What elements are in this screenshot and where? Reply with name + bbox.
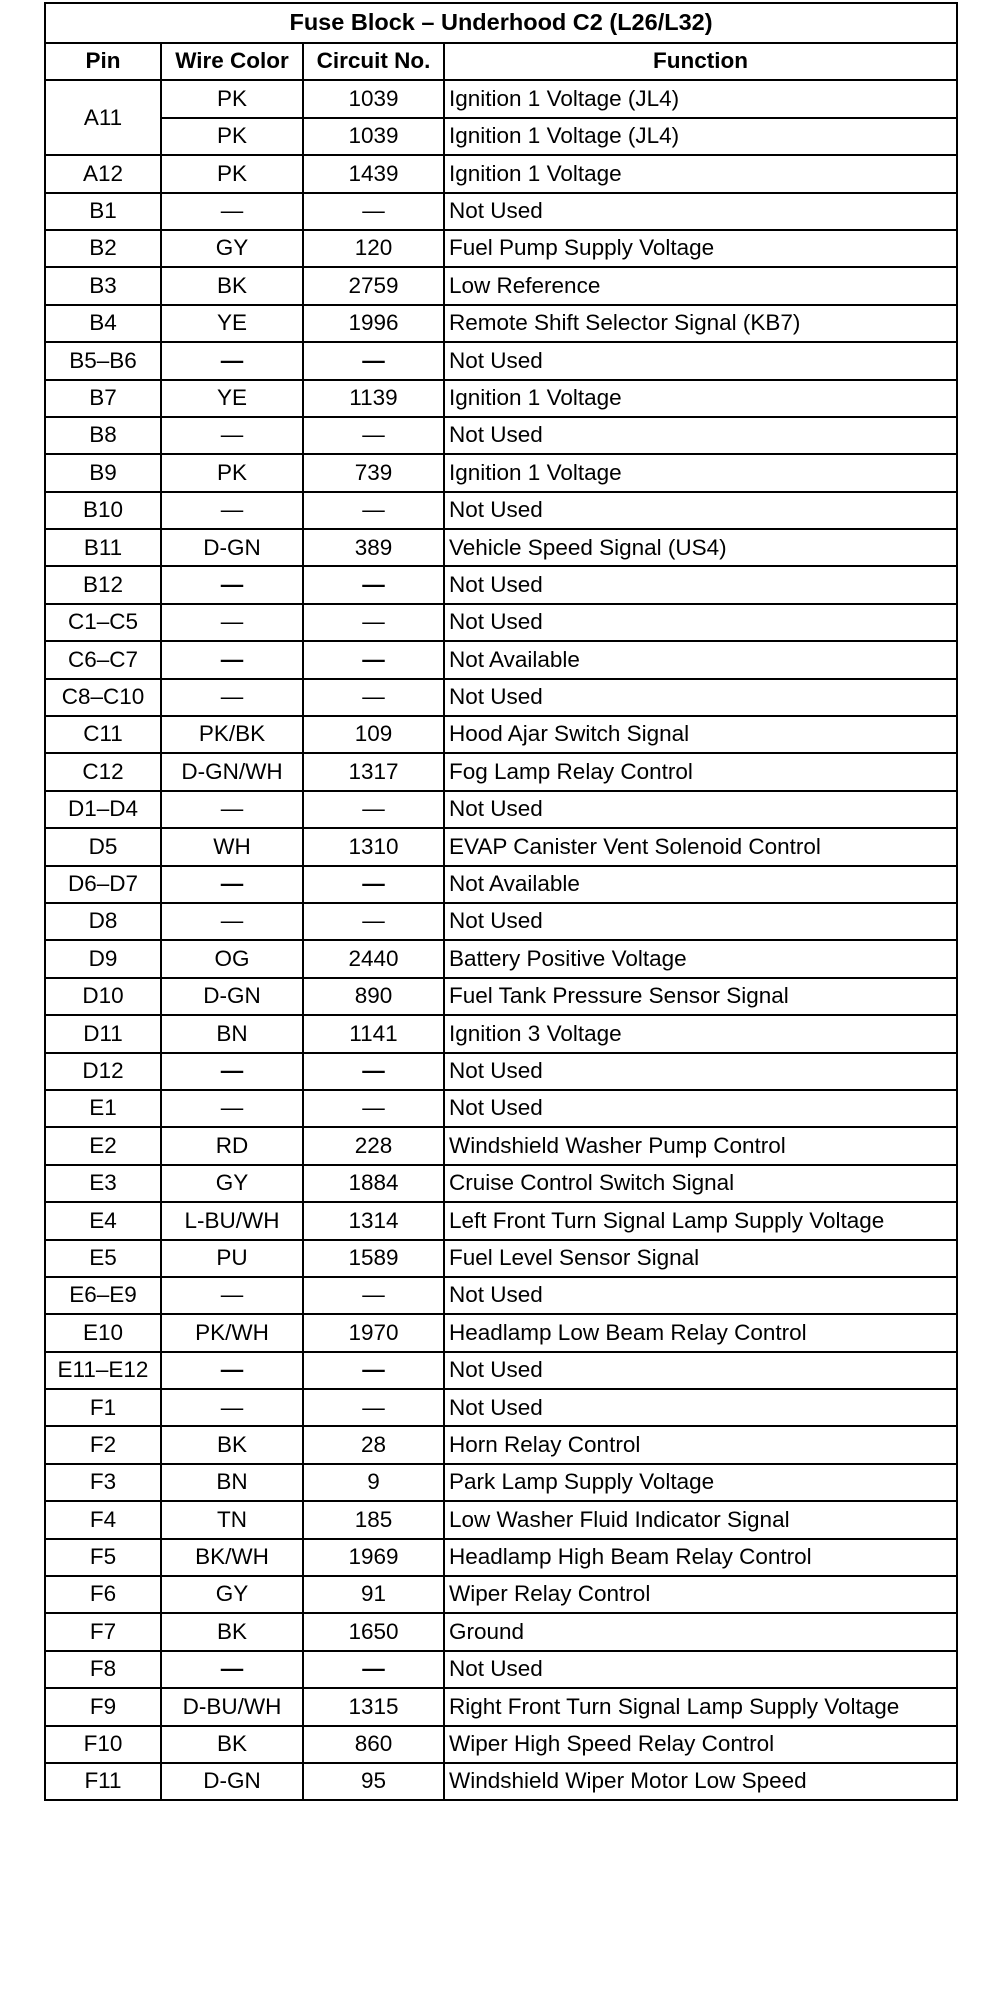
table-title: Fuse Block – Underhood C2 (L26/L32) — [45, 3, 957, 43]
function-cell: Not Used — [444, 1651, 957, 1688]
pin-cell: F11 — [45, 1763, 161, 1800]
circuit-no-cell: 739 — [303, 454, 444, 491]
circuit-no-cell: 228 — [303, 1127, 444, 1164]
circuit-no-cell: — — [303, 1389, 444, 1426]
function-cell: Ground — [444, 1613, 957, 1650]
circuit-no-cell: 1039 — [303, 118, 444, 155]
function-cell: Fuel Tank Pressure Sensor Signal — [444, 978, 957, 1015]
pin-cell: D5 — [45, 828, 161, 865]
circuit-no-cell: — — [303, 566, 444, 603]
circuit-no-cell: — — [303, 641, 444, 678]
table-row — [45, 1090, 957, 1127]
function-cell: Not Used — [444, 566, 957, 603]
table-row — [45, 1688, 957, 1725]
wire-color-cell: OG — [161, 940, 303, 977]
function-cell: Low Reference — [444, 267, 957, 304]
wire-color-cell: BN — [161, 1464, 303, 1501]
wire-color-cell: GY — [161, 1576, 303, 1613]
wire-color-cell: D-GN — [161, 1763, 303, 1800]
pin-cell: C12 — [45, 753, 161, 790]
pin-cell: B5–B6 — [45, 342, 161, 379]
circuit-no-cell: 1139 — [303, 380, 444, 417]
pin-cell: F6 — [45, 1576, 161, 1613]
circuit-no-cell: — — [303, 417, 444, 454]
function-cell: Not Used — [444, 492, 957, 529]
table-row — [45, 940, 957, 977]
function-cell: Not Used — [444, 1053, 957, 1090]
table-row — [45, 1240, 957, 1277]
pin-cell: F10 — [45, 1726, 161, 1763]
function-cell: Not Used — [444, 342, 957, 379]
wire-color-cell: BK — [161, 267, 303, 304]
pin-cell: F1 — [45, 1389, 161, 1426]
wire-color-cell: — — [161, 566, 303, 603]
table-row — [45, 1202, 957, 1239]
function-cell: Fuel Level Sensor Signal — [444, 1240, 957, 1277]
table-row — [45, 267, 957, 304]
table-body — [45, 80, 957, 1800]
wire-color-cell: — — [161, 604, 303, 641]
circuit-no-cell: 1317 — [303, 753, 444, 790]
function-cell: Cruise Control Switch Signal — [444, 1165, 957, 1202]
table-row — [45, 1539, 957, 1576]
circuit-no-cell: 1650 — [303, 1613, 444, 1650]
pin-cell: B8 — [45, 417, 161, 454]
circuit-no-cell: 1039 — [303, 80, 444, 117]
circuit-no-cell: — — [303, 1352, 444, 1389]
wire-color-cell: GY — [161, 230, 303, 267]
circuit-no-cell: — — [303, 342, 444, 379]
pin-cell: E3 — [45, 1165, 161, 1202]
circuit-no-cell: 1141 — [303, 1015, 444, 1052]
circuit-no-cell: 1970 — [303, 1314, 444, 1351]
wire-color-cell: BN — [161, 1015, 303, 1052]
table-row — [45, 828, 957, 865]
circuit-no-cell: 109 — [303, 716, 444, 753]
wire-color-cell: — — [161, 193, 303, 230]
pin-cell: F5 — [45, 1539, 161, 1576]
function-cell: EVAP Canister Vent Solenoid Control — [444, 828, 957, 865]
pin-cell: F8 — [45, 1651, 161, 1688]
table-row — [45, 1277, 957, 1314]
function-cell: Not Used — [444, 193, 957, 230]
wire-color-cell: — — [161, 866, 303, 903]
wire-color-cell: BK — [161, 1613, 303, 1650]
table-row — [45, 1576, 957, 1613]
circuit-no-cell: — — [303, 604, 444, 641]
function-cell: Ignition 1 Voltage — [444, 155, 957, 192]
circuit-no-cell: 1310 — [303, 828, 444, 865]
wire-color-cell: — — [161, 1389, 303, 1426]
pin-cell: A12 — [45, 155, 161, 192]
function-cell: Not Available — [444, 641, 957, 678]
circuit-no-cell: 890 — [303, 978, 444, 1015]
table-row — [45, 716, 957, 753]
pin-cell: E6–E9 — [45, 1277, 161, 1314]
function-cell: Remote Shift Selector Signal (KB7) — [444, 305, 957, 342]
function-cell: Ignition 1 Voltage — [444, 380, 957, 417]
table-row — [45, 791, 957, 828]
function-cell: Not Used — [444, 1352, 957, 1389]
circuit-no-cell: 95 — [303, 1763, 444, 1800]
function-cell: Hood Ajar Switch Signal — [444, 716, 957, 753]
pin-cell: D1–D4 — [45, 791, 161, 828]
function-cell: Ignition 3 Voltage — [444, 1015, 957, 1052]
function-cell: Ignition 1 Voltage — [444, 454, 957, 491]
function-cell: Horn Relay Control — [444, 1426, 957, 1463]
pin-cell: B2 — [45, 230, 161, 267]
pin-cell: B3 — [45, 267, 161, 304]
function-cell: Park Lamp Supply Voltage — [444, 1464, 957, 1501]
table-row — [45, 604, 957, 641]
circuit-no-cell: 389 — [303, 529, 444, 566]
table-row — [45, 230, 957, 267]
table-row — [45, 118, 957, 155]
table-row — [45, 679, 957, 716]
fuse-block-table — [44, 2, 958, 1801]
circuit-no-cell: 91 — [303, 1576, 444, 1613]
function-cell: Not Available — [444, 866, 957, 903]
table-row — [45, 1015, 957, 1052]
wire-color-cell: — — [161, 641, 303, 678]
table-row — [45, 903, 957, 940]
function-cell: Left Front Turn Signal Lamp Supply Voltage — [444, 1202, 957, 1239]
table-row — [45, 155, 957, 192]
wire-color-cell: D-GN/WH — [161, 753, 303, 790]
fuse-block-sheet — [44, 2, 956, 1801]
pin-cell: A11 — [45, 80, 161, 155]
circuit-no-cell: 1314 — [303, 1202, 444, 1239]
table-row — [45, 492, 957, 529]
circuit-no-cell: — — [303, 1277, 444, 1314]
wire-color-cell: YE — [161, 380, 303, 417]
wire-color-cell: PK/WH — [161, 1314, 303, 1351]
function-cell: Wiper High Speed Relay Control — [444, 1726, 957, 1763]
function-cell: Not Used — [444, 903, 957, 940]
table-row — [45, 641, 957, 678]
table-row — [45, 978, 957, 1015]
pin-cell: E2 — [45, 1127, 161, 1164]
circuit-no-cell: 185 — [303, 1501, 444, 1538]
table-row — [45, 1352, 957, 1389]
table-row — [45, 529, 957, 566]
wire-color-cell: RD — [161, 1127, 303, 1164]
pin-cell: F3 — [45, 1464, 161, 1501]
pin-cell: C11 — [45, 716, 161, 753]
wire-color-cell: D-GN — [161, 529, 303, 566]
table-row — [45, 866, 957, 903]
function-cell: Wiper Relay Control — [444, 1576, 957, 1613]
wire-color-cell: — — [161, 1053, 303, 1090]
table-row — [45, 1389, 957, 1426]
function-cell: Ignition 1 Voltage (JL4) — [444, 118, 957, 155]
function-cell: Low Washer Fluid Indicator Signal — [444, 1501, 957, 1538]
table-row — [45, 1426, 957, 1463]
table-row — [45, 454, 957, 491]
pin-cell: B11 — [45, 529, 161, 566]
pin-cell: F4 — [45, 1501, 161, 1538]
pin-cell: E1 — [45, 1090, 161, 1127]
wire-color-cell: PK — [161, 118, 303, 155]
table-row — [45, 1165, 957, 1202]
function-cell: Windshield Washer Pump Control — [444, 1127, 957, 1164]
header-circuit-no: Circuit No. — [303, 43, 444, 80]
function-cell: Not Used — [444, 417, 957, 454]
wire-color-cell: — — [161, 1277, 303, 1314]
table-row — [45, 1613, 957, 1650]
function-cell: Ignition 1 Voltage (JL4) — [444, 80, 957, 117]
table-row — [45, 1053, 957, 1090]
function-cell: Not Used — [444, 679, 957, 716]
circuit-no-cell: 1439 — [303, 155, 444, 192]
wire-color-cell: PK/BK — [161, 716, 303, 753]
table-row — [45, 342, 957, 379]
header-function: Function — [444, 43, 957, 80]
circuit-no-cell: 1589 — [303, 1240, 444, 1277]
pin-cell: D9 — [45, 940, 161, 977]
title-row — [45, 3, 957, 43]
function-cell: Headlamp High Beam Relay Control — [444, 1539, 957, 1576]
circuit-no-cell: 1996 — [303, 305, 444, 342]
wire-color-cell: — — [161, 679, 303, 716]
wire-color-cell: — — [161, 1651, 303, 1688]
function-cell: Not Used — [444, 791, 957, 828]
wire-color-cell: PK — [161, 80, 303, 117]
function-cell: Windshield Wiper Motor Low Speed — [444, 1763, 957, 1800]
header-pin: Pin — [45, 43, 161, 80]
pin-cell: E11–E12 — [45, 1352, 161, 1389]
function-cell: Fuel Pump Supply Voltage — [444, 230, 957, 267]
pin-cell: C6–C7 — [45, 641, 161, 678]
circuit-no-cell: 9 — [303, 1464, 444, 1501]
table-row — [45, 1127, 957, 1164]
table-row — [45, 1314, 957, 1351]
circuit-no-cell: 2440 — [303, 940, 444, 977]
pin-cell: E5 — [45, 1240, 161, 1277]
circuit-no-cell: 28 — [303, 1426, 444, 1463]
table-row — [45, 1726, 957, 1763]
header-row — [45, 43, 957, 80]
function-cell: Not Used — [444, 1389, 957, 1426]
pin-cell: F7 — [45, 1613, 161, 1650]
pin-cell: D11 — [45, 1015, 161, 1052]
table-row — [45, 193, 957, 230]
pin-cell: E10 — [45, 1314, 161, 1351]
table-row — [45, 80, 957, 117]
circuit-no-cell: — — [303, 866, 444, 903]
pin-cell: D6–D7 — [45, 866, 161, 903]
wire-color-cell: D-GN — [161, 978, 303, 1015]
circuit-no-cell: 860 — [303, 1726, 444, 1763]
wire-color-cell: PK — [161, 454, 303, 491]
circuit-no-cell: — — [303, 1053, 444, 1090]
wire-color-cell: — — [161, 1090, 303, 1127]
wire-color-cell: D-BU/WH — [161, 1688, 303, 1725]
wire-color-cell: — — [161, 791, 303, 828]
circuit-no-cell: — — [303, 791, 444, 828]
pin-cell: B4 — [45, 305, 161, 342]
wire-color-cell: BK/WH — [161, 1539, 303, 1576]
pin-cell: C1–C5 — [45, 604, 161, 641]
function-cell: Right Front Turn Signal Lamp Supply Voltage — [444, 1688, 957, 1725]
wire-color-cell: TN — [161, 1501, 303, 1538]
table-row — [45, 1464, 957, 1501]
table-row — [45, 566, 957, 603]
circuit-no-cell: — — [303, 193, 444, 230]
circuit-no-cell: — — [303, 903, 444, 940]
wire-color-cell: L-BU/WH — [161, 1202, 303, 1239]
table-row — [45, 417, 957, 454]
function-cell: Not Used — [444, 604, 957, 641]
wire-color-cell: BK — [161, 1426, 303, 1463]
circuit-no-cell: 1969 — [303, 1539, 444, 1576]
circuit-no-cell: — — [303, 492, 444, 529]
pin-cell: B7 — [45, 380, 161, 417]
circuit-no-cell: 2759 — [303, 267, 444, 304]
wire-color-cell: PK — [161, 155, 303, 192]
function-cell: Not Used — [444, 1277, 957, 1314]
wire-color-cell: — — [161, 342, 303, 379]
pin-cell: B10 — [45, 492, 161, 529]
wire-color-cell: — — [161, 417, 303, 454]
function-cell: Battery Positive Voltage — [444, 940, 957, 977]
wire-color-cell: PU — [161, 1240, 303, 1277]
table-row — [45, 753, 957, 790]
wire-color-cell: — — [161, 903, 303, 940]
wire-color-cell: WH — [161, 828, 303, 865]
pin-cell: D10 — [45, 978, 161, 1015]
pin-cell: B9 — [45, 454, 161, 491]
table-row — [45, 1651, 957, 1688]
table-row — [45, 380, 957, 417]
function-cell: Not Used — [444, 1090, 957, 1127]
wire-color-cell: BK — [161, 1726, 303, 1763]
wire-color-cell: YE — [161, 305, 303, 342]
circuit-no-cell: 120 — [303, 230, 444, 267]
circuit-no-cell: — — [303, 1651, 444, 1688]
pin-cell: D12 — [45, 1053, 161, 1090]
circuit-no-cell: — — [303, 679, 444, 716]
pin-cell: F9 — [45, 1688, 161, 1725]
pin-cell: C8–C10 — [45, 679, 161, 716]
header-wire-color: Wire Color — [161, 43, 303, 80]
circuit-no-cell: 1315 — [303, 1688, 444, 1725]
pin-cell: D8 — [45, 903, 161, 940]
circuit-no-cell: 1884 — [303, 1165, 444, 1202]
table-row — [45, 305, 957, 342]
function-cell: Headlamp Low Beam Relay Control — [444, 1314, 957, 1351]
wire-color-cell: — — [161, 1352, 303, 1389]
table-row — [45, 1763, 957, 1800]
pin-cell: B1 — [45, 193, 161, 230]
function-cell: Fog Lamp Relay Control — [444, 753, 957, 790]
circuit-no-cell: — — [303, 1090, 444, 1127]
wire-color-cell: — — [161, 492, 303, 529]
wire-color-cell: GY — [161, 1165, 303, 1202]
table-row — [45, 1501, 957, 1538]
pin-cell: F2 — [45, 1426, 161, 1463]
pin-cell: B12 — [45, 566, 161, 603]
function-cell: Vehicle Speed Signal (US4) — [444, 529, 957, 566]
pin-cell: E4 — [45, 1202, 161, 1239]
